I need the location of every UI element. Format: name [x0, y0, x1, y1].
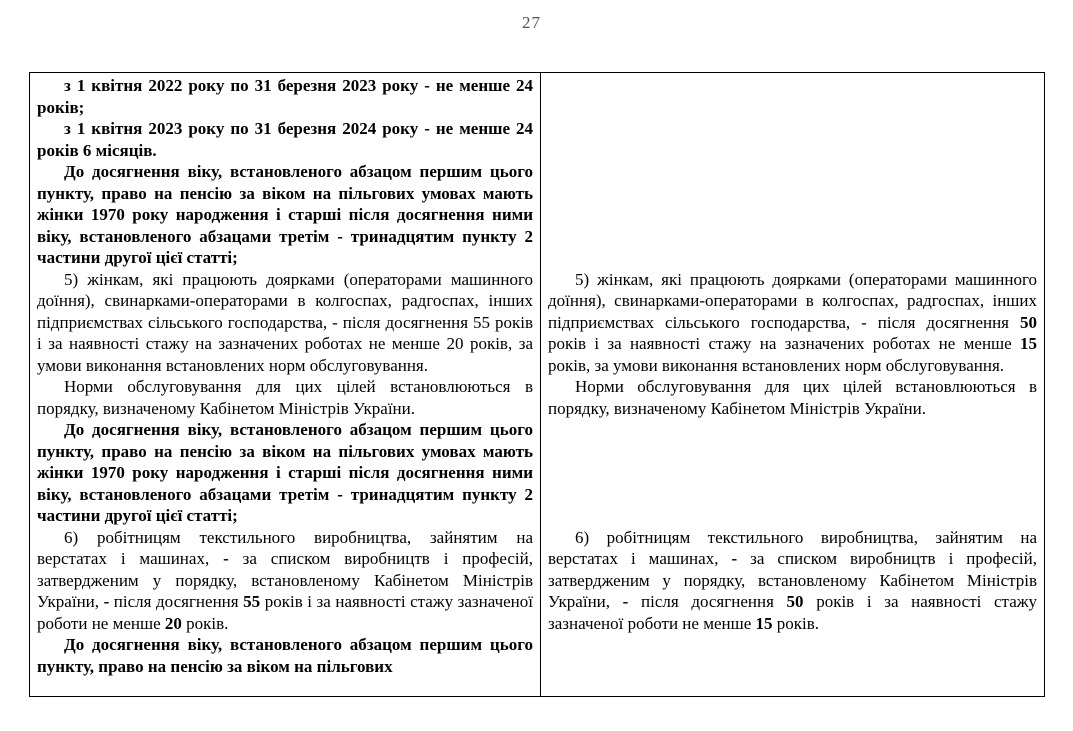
text-run: 6) робітницям текстильного виробництва, зайнятим на верстатах і машинах, [37, 527, 533, 568]
paragraph [37, 269, 533, 377]
text-run: 50 [1020, 312, 1037, 332]
text-run: після досягнення [109, 592, 244, 611]
text-run: 5) жінкам, які працюють доярками (операторами машинного доїння), свинарками-операторами в колгоспах, радгоспах, інших підприємствах сільського господарства, - після досягнення [548, 269, 1037, 332]
text-run: - [622, 592, 629, 611]
text-run: 5) жінкам, які працюють доярками (операторами машинного доїння), свинарками-операторами в колгоспах, радгоспах, інших підприємствах сільського господарства, - після досягнення 55 років і за наявності стажу на зазначених роботах не менше 20 років, за умови виконання встановлених норм обслуговування. [37, 269, 533, 375]
paragraph [548, 527, 1037, 635]
comparison-table [29, 72, 1045, 697]
paragraph [37, 75, 533, 118]
text-run: років. [181, 613, 229, 633]
text-run: 6) робітницям текстильного виробництва, зайнятим на верстатах і машинах, [548, 527, 1037, 568]
text-run: років і за наявності стажу зазначеної роботи не менше [37, 592, 534, 633]
text-run: за списком виробництв і професій, затвердженим у порядку, встановленому Кабінетом Міністрів України, [548, 549, 1038, 611]
paragraph [37, 527, 533, 635]
paragraph [37, 376, 533, 419]
blank-space [548, 75, 1037, 269]
text-run: - [103, 592, 110, 611]
text-run: До досягнення віку, встановленого абзацом першим цього пункту, право на пенсію за віком на пільгових умовах мають жінки 1970 року народження і старші після досягнення ними віку, встановленого абзацами третім - тринадцятим пункту 2 частини другої цієї статті; [37, 420, 533, 525]
paragraph [37, 419, 533, 527]
text-run: після досягнення [628, 592, 787, 611]
text-run: 15 [1020, 334, 1037, 353]
text-run: - [731, 549, 738, 568]
paragraph [37, 634, 533, 677]
text-run: років і за наявності стажу на зазначених роботах не менше [548, 334, 1020, 353]
text-run: за списком виробництв і професій, затвердженим у порядку, встановленому Кабінетом Міністрів України, [37, 549, 534, 611]
text-run: - [223, 549, 229, 568]
blank-space [548, 419, 1037, 527]
text-run: 15 [755, 613, 773, 633]
text-run: До досягнення віку, встановленого абзацом першим цього пункту, право на пенсію за віком на пільгових умовах мають жінки 1970 року народження і старші після досягнення ними віку, встановленого абзацами третім - тринадцятим пункту 2 частини другої цієї статті; [37, 162, 533, 267]
text-run: 20 [164, 613, 182, 633]
text-run: 50 [786, 592, 804, 611]
paragraph [548, 269, 1037, 377]
text-run: років і за наявності стажу зазначеної роботи не менше [548, 592, 1037, 633]
right-column [541, 73, 1044, 696]
text-run: років, за умови виконання встановлених норм обслуговування. [548, 355, 1005, 375]
text-run: До досягнення віку, встановленого абзацом першим цього пункту, право на пенсію за віком на пільгових [37, 635, 533, 676]
text-run: з 1 квітня 2023 року по 31 березня 2024 року - не менше 24 років 6 місяців. [37, 119, 533, 160]
text-run: Норми обслуговування для цих цілей встановлюються в порядку, визначеному Кабінетом Міністрів України. [548, 377, 1037, 418]
left-column [30, 73, 541, 696]
page-number: 27 [522, 13, 541, 32]
text-run: Норми обслуговування для цих цілей встановлюються в порядку, визначеному Кабінетом Міністрів України. [37, 377, 533, 418]
text-run: з 1 квітня 2022 року по 31 березня 2023 року - не менше 24 років; [37, 76, 533, 117]
paragraph [37, 161, 533, 269]
text-run: 55 [243, 592, 261, 611]
paragraph [37, 118, 533, 161]
paragraph [548, 376, 1037, 419]
text-run: років. [772, 613, 820, 633]
